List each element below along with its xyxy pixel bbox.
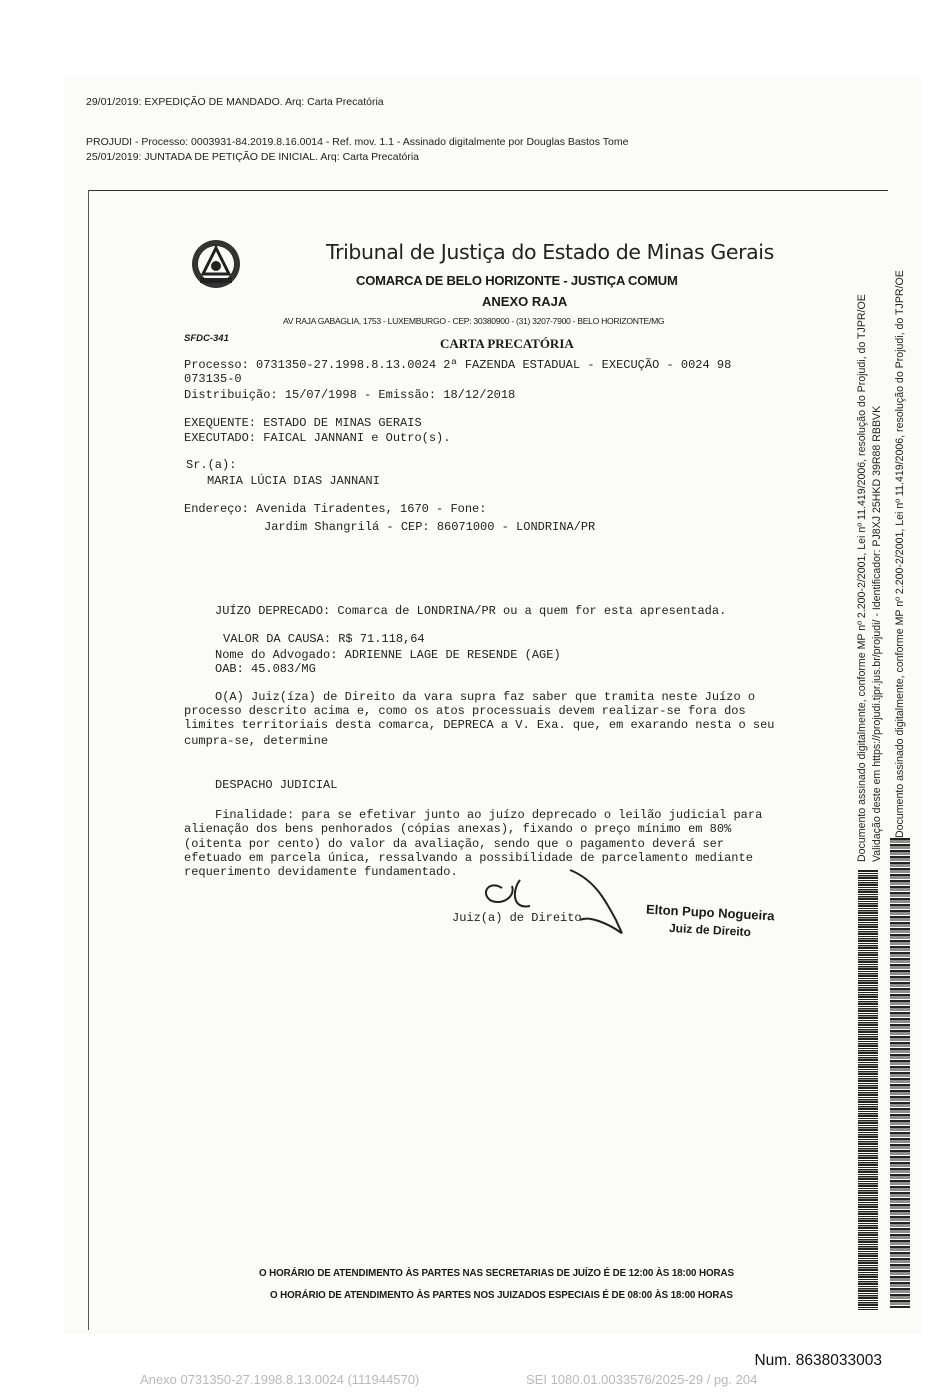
executado-line: EXECUTADO: FAICAL JANNANI e Outro(s).: [184, 431, 451, 445]
body-paragraph-line: O(A) Juiz(íza) de Direito da vara supra faz saber que tramita neste Juízo o: [215, 690, 756, 704]
endereco-line-cont: Jardim Shangrilá - CEP: 86071000 - LONDRINA/PR: [264, 520, 596, 534]
court-address: AV RAJA GABAGLIA, 1753 - LUXEMBURGO - CEP: 30380900 - (31) 3207-7900 - BELO HORIZONTE/MG: [283, 316, 665, 326]
finalidade-line: alienação dos bens penhorados (cópias anexas), fixando o preço mínimo em 80%: [184, 822, 732, 836]
juizo-deprecado-line: JUÍZO DEPRECADO: Comarca de LONDRINA/PR ou a quem for esta apresentada.: [215, 604, 727, 618]
comarca-heading: COMARCA DE BELO HORIZONTE - JUSTIÇA COMUM: [356, 273, 678, 288]
processo-line: Processo: 0731350-27.1998.8.13.0024 2ª FAZENDA ESTADUAL - EXECUÇÃO - 0024 98: [184, 358, 732, 372]
handwritten-signature-icon: [420, 840, 660, 950]
recipient-label: Sr.(a):: [186, 458, 237, 472]
header-line-juntada: 25/01/2019: JUNTADA DE PETIÇÃO DE INICIAL. Arq: Carta Precatória: [86, 151, 420, 163]
document-type-title: CARTA PRECATÓRIA: [440, 336, 574, 351]
office-hours-juizados: O HORÁRIO DE ATENDIMENTO ÀS PARTES NOS JUIZADOS ESPECIAIS É DE 08:00 ÀS 18:00 HORAS: [270, 1290, 733, 1301]
distribuicao-line: Distribuição: 15/07/1998 - Emissão: 18/12/2018: [184, 388, 516, 402]
finalidade-line: efetuado em parcela única, ressalvando a possibilidade de parcelamento mediante: [184, 851, 753, 865]
court-seal-icon: [190, 236, 242, 292]
exequente-line: EXEQUENTE: ESTADO DE MINAS GERAIS: [184, 416, 422, 430]
office-hours-secretarias: O HORÁRIO DE ATENDIMENTO ÀS PARTES NAS SECRETARIAS DE JUÍZO É DE 12:00 ÀS 18:00 HORAS: [259, 1268, 734, 1279]
finalidade-line: (oitenta por cento) do valor da avaliação, sendo que o pagamento deverá ser: [184, 837, 725, 851]
sei-page-reference: SEI 1080.01.0033576/2025-29 / pg. 204: [526, 1372, 758, 1387]
juiz-label: Juiz(a) de Direito: [452, 911, 582, 925]
valor-causa-line: VALOR DA CAUSA: R$ 71.118,64: [223, 632, 425, 646]
judge-name: Elton Pupo Nogueira: [645, 901, 775, 924]
body-paragraph-line: processo descrito acima e, como os atos processuais devem realizar-se fora dos: [184, 704, 746, 718]
form-code: SFDC-341: [184, 333, 229, 344]
header-line-projudi: PROJUDI - Processo: 0003931-84.2019.8.16.0014 - Ref. mov. 1.1 - Assinado digitalmente por Douglas Bastos Tome: [86, 136, 629, 148]
validation-stamp: Validação deste em https://projudi.tjpr.jus.br/projudi/ - Identificador: PJ8XJ 25HKD 39R88 RBBVK: [871, 405, 883, 862]
oab-line: OAB: 45.083/MG: [215, 662, 316, 676]
endereco-line: Endereço: Avenida Tiradentes, 1670 - Fone:: [184, 502, 487, 516]
court-title: Tribunal de Justiça do Estado de Minas Gerais: [326, 240, 774, 264]
anexo-heading: ANEXO RAJA: [482, 294, 568, 309]
body-paragraph-line: cumpra-se, determine: [184, 734, 329, 748]
digital-signature-stamp-outer: Documento assinado digitalmente, conforme MP nº 2.200-2/2001, Lei nº 11.419/2006, resolução do Projudi, do TJPR/OE: [894, 270, 906, 838]
finalidade-line: requerimento devidamente fundamentado.: [184, 865, 458, 879]
barcode-icon: [858, 870, 878, 1310]
judge-role: Juiz de Direito: [668, 920, 752, 940]
body-paragraph-line: limites territoriais desta comarca, DEPRECA a V. Exa. que, em exarando nesta o seu: [184, 718, 775, 732]
anexo-reference: Anexo 0731350-27.1998.8.13.0024 (111944570): [140, 1372, 420, 1387]
recipient-name: MARIA LÚCIA DIAS JANNANI: [207, 474, 380, 488]
document-number: Num. 8638033003: [754, 1352, 882, 1369]
finalidade-line: Finalidade: para se efetivar junto ao juízo deprecado o leilão judicial para: [215, 808, 763, 822]
digital-signature-stamp: Documento assinado digitalmente, conforme MP nº 2.200-2/2001, Lei nº 11.419/2006, resolução do Projudi, do TJPR/OE: [856, 294, 868, 862]
header-line-expedicao: 29/01/2019: EXPEDIÇÃO DE MANDADO. Arq: Carta Precatória: [86, 96, 384, 108]
barcode-outer-icon: [890, 838, 910, 1308]
processo-line-cont: 073135-0: [184, 372, 242, 386]
advogado-line: Nome do Advogado: ADRIENNE LAGE DE RESENDE (AGE): [215, 648, 561, 662]
despacho-heading: DESPACHO JUDICIAL: [215, 778, 338, 792]
